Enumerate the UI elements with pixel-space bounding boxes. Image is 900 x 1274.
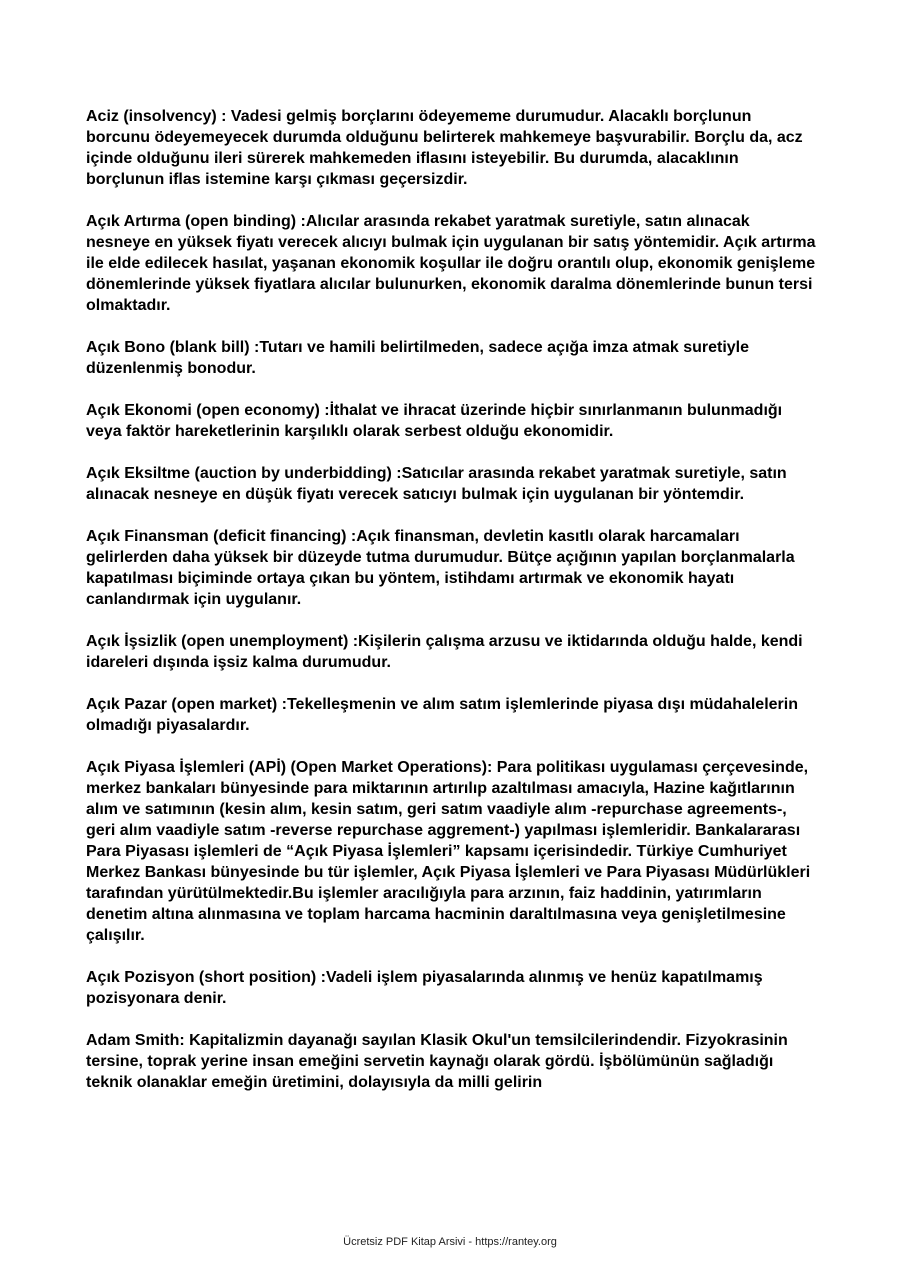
- glossary-entry-acik-artirma: Açık Artırma (open binding) :Alıcılar arasında rekabet yaratmak suretiyle, satın alınacak nesneye en yüksek fiyatı verecek alıcıyı bulmak için uygulanan bir satış yöntemidir. Açık artırma ile elde edilecek hasılat, yaşanan ekonomik koşullar ile doğru orantılı olup, ekonomik genişleme dönemlerinde yüksek fiyatlara alıcılar bulunurken, ekonomik daralma dönemlerinde bunun tersi olmaktadır.: [86, 213, 816, 314]
- glossary-entry-acik-pazar: Açık Pazar (open market) :Tekelleşmenin ve alım satım işlemlerinde piyasa dışı müdahalelerin olmadığı piyasalardır.: [86, 696, 798, 734]
- glossary-entry-acik-eksiltme: Açık Eksiltme (auction by underbidding) :Satıcılar arasında rekabet yaratmak suretiyle, satın alınacak nesneye en düşük fiyatı verecek satıcıyı bulmak için uygulanan bir yöntemdir.: [86, 465, 787, 503]
- page-footer: Ücretsiz PDF Kitap Arsivi - https://rantey.org: [343, 1236, 557, 1248]
- glossary-entry-acik-issizlik: Açık İşsizlik (open unemployment) :Kişilerin çalışma arzusu ve iktidarında olduğu halde, kendi idareleri dışında işsiz kalma durumudur.: [86, 633, 803, 671]
- glossary-entry-acik-piyasa-islemleri: Açık Piyasa İşlemleri (APİ) (Open Market Operations): Para politikası uygulaması çerçevesinde, merkez bankaları bünyesinde para miktarının artırılıp azaltılması amacıyla, Hazine kağıtlarının alım ve satımının (kesin alım, kesin satım, geri satım vaadiyle alım -repurchase agreements-, geri alım vaadiyle satım -reverse repurchase aggrement-) yapılması işlemleridir. Bankalararası Para Piyasası işlemleri de “Açık Piyasa İşlemleri” kapsamı içerisindedir. Türkiye Cumhuriyet Merkez Bankası bünyesinde bu tür işlemler, Açık Piyasa İşlemleri ve Para Piyasası Müdürlükleri tarafından yürütülmektedir.Bu işlemler aracılığıyla para arzının, faiz haddinin, yatırımların denetim altına alınmasına ve toplam harcama hacminin daraltılmasına veya genişletilmesine çalışılır.: [86, 759, 811, 944]
- glossary-entry-aciz: Aciz (insolvency) : Vadesi gelmiş borçlarını ödeyememe durumudur. Alacaklı borçlunun borcunu ödeyemeyecek durumda olduğunu belirterek mahkemeye başvurabilir. Borçlu da, acz içinde olduğunu ileri sürerek mahkemeden iflasını isteyebilir. Bu durumda, alacaklının borçlunun iflas istemine karşı çıkması geçersizdir.: [86, 108, 803, 188]
- glossary-entry-acik-finansman: Açık Finansman (deficit financing) :Açık finansman, devletin kasıtlı olarak harcamaları gelirlerden daha yüksek bir düzeyde tutma durumudur. Bütçe açığının yapılan borçlanmalarla kapatılması biçiminde ortaya çıkan bu yöntem, istihdamı artırmak ve ekonomik hayatı canlandırmak için uygulanır.: [86, 528, 795, 608]
- document-body: [86, 106, 818, 1114]
- glossary-entry-acik-bono: Açık Bono (blank bill) :Tutarı ve hamili belirtilmeden, sadece açığa imza atmak suretiyle düzenlenmiş bonodur.: [86, 339, 750, 377]
- glossary-entry-adam-smith: Adam Smith: Kapitalizmin dayanağı sayılan Klasik Okul'un temsilcilerindendir. Fizyokrasinin tersine, toprak yerine insan emeğini servetin kaynağı olarak gördü. İşbölümünün sağladığı teknik olanaklar emeğin üretimini, dolayısıyla da milli gelirin: [86, 1032, 788, 1091]
- glossary-entry-acik-ekonomi: Açık Ekonomi (open economy) :İthalat ve ihracat üzerinde hiçbir sınırlanmanın bulunmadığı veya faktör hareketlerinin karşılıklı olarak serbest olduğu ekonomidir.: [86, 402, 783, 440]
- glossary-entry-acik-pozisyon: Açık Pozisyon (short position) :Vadeli işlem piyasalarında alınmış ve henüz kapatılmamış pozisyonara denir.: [86, 969, 763, 1007]
